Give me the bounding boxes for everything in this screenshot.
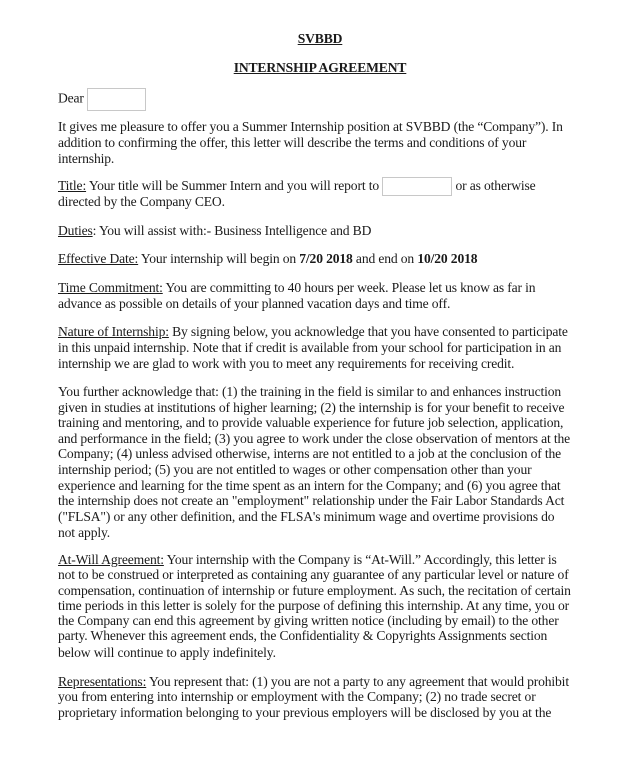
- title-text: or as otherwise: [452, 178, 536, 193]
- further-line: internship period; (5) you are not entitled to wages or other compensation other than your: [58, 462, 532, 477]
- at-will-line: below will continue to apply indefinitely.: [58, 645, 276, 660]
- at-will-line: not to be construed or interpreted as containing any guarantee of any particular level or nature of: [58, 567, 569, 582]
- further-line: You further acknowledge that: (1) the training in the field is similar to and enhances instruction: [58, 384, 561, 399]
- salutation: [58, 88, 146, 111]
- representations-text: You represent that: (1) you are not a party to any agreement that would prohibit: [146, 674, 569, 689]
- company-heading: SVBBD: [297, 31, 343, 46]
- effective-text: and end on: [352, 251, 418, 266]
- document-title: INTERNSHIP AGREEMENT: [233, 60, 407, 75]
- representations-label: Representations:: [58, 674, 147, 689]
- representations-line: you from entering into internship or employment with the Company; (2) no trade secret or: [58, 689, 536, 704]
- time-commitment-line-2: advance as possible on details of your planned vacation days and time off.: [58, 296, 451, 311]
- at-will-label: At-Will Agreement:: [58, 552, 164, 567]
- time-commitment-label: Time Commitment:: [58, 280, 163, 295]
- duties-text: : You will assist with:- Business Intelligence and BD: [92, 223, 372, 238]
- nature-line: in this unpaid internship. Note that if credit is available from your school for participation in an: [58, 340, 562, 355]
- representations-line: proprietary information belonging to your previous employers will be disclosed by you at the: [58, 705, 552, 720]
- recipient-name-redacted: [87, 88, 146, 111]
- further-line: the internship does not create an "employment" relationship under the Fair Labor Standards Act: [58, 493, 565, 508]
- intro-line: It gives me pleasure to offer you a Summer Internship position at SVBBD (the “Company”). In: [58, 119, 563, 134]
- effective-date-label: Effective Date:: [58, 251, 139, 266]
- title-label: Title:: [58, 178, 87, 193]
- at-will-line: compensation, continuation of internship or future employment. As such, the recitation of certain: [58, 583, 571, 598]
- at-will-line: time periods in this letter is solely for the purpose of defining this internship. At any time, you or: [58, 598, 570, 613]
- further-line: experience and learning for the time spent as an intern for the Company; and (6) you agree that: [58, 478, 561, 493]
- duties-label: Duties: [58, 223, 93, 238]
- salutation-text: Dear: [58, 90, 84, 106]
- time-text: You are committing to 40 hours per week. Please let us know as far in: [162, 280, 536, 295]
- end-date: 10/20 2018: [417, 251, 478, 266]
- start-date: 7/20 2018: [299, 251, 353, 266]
- further-line: Company; (4) unless advised otherwise, interns are not entitled to a job at the conclusion of the: [58, 446, 562, 461]
- effective-text: Your internship will begin on: [138, 251, 300, 266]
- further-line: not apply.: [58, 525, 110, 540]
- nature-line: internship we are glad to work with you to meet any requirements for receiving credit.: [58, 356, 515, 371]
- at-will-text: Your internship with the Company is “At-Will.” Accordingly, this letter is: [163, 552, 557, 567]
- title-text: Your title will be Summer Intern and you will report to: [86, 178, 383, 193]
- duties-line: [58, 222, 371, 240]
- at-will-line: the Company can end this agreement by giving written notice (including by email) to the other: [58, 613, 559, 628]
- nature-text: By signing below, you acknowledge that you have consented to participate: [168, 324, 568, 339]
- effective-date-line: [58, 250, 477, 268]
- supervisor-redacted: [382, 177, 452, 196]
- nature-label: Nature of Internship:: [58, 324, 169, 339]
- further-line: given in studies at institutions of higher learning; (2) the internship is for your benefit to receive: [58, 400, 565, 415]
- further-line: training and mentoring, and to provide valuable experience for future job selection, application,: [58, 415, 564, 430]
- further-line: and performance in the field; (3) you agree to work under the close observation of mentors at the: [58, 431, 571, 446]
- intro-line: addition to confirming the offer, this letter will describe the terms and conditions of your: [58, 135, 527, 150]
- intro-line: internship.: [58, 151, 115, 166]
- at-will-line: party. Whenever this agreement ends, the Confidentiality & Copyrights Assignments section: [58, 628, 548, 643]
- title-line-2: directed by the Company CEO.: [58, 194, 225, 209]
- further-line: ("FLSA") or any other definition, and the FLSA's minimum wage and overtime provisions do: [58, 509, 555, 524]
